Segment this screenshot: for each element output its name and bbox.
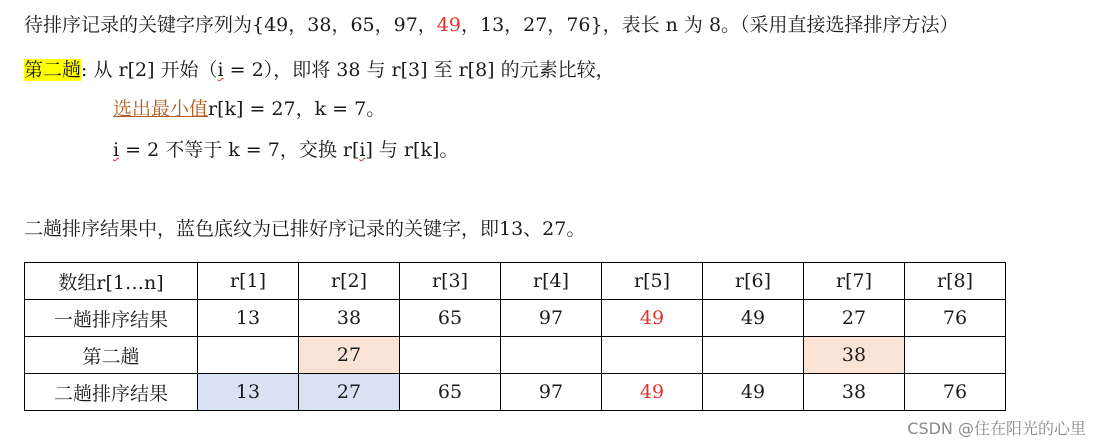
table-header-cell: r[4] — [501, 263, 602, 300]
pass-i-variable: i — [217, 59, 224, 81]
table-cell: 27 — [804, 300, 905, 337]
min-line — [113, 96, 385, 122]
table-cell-sorted: 27 — [299, 374, 400, 411]
table-header-cell: r[8] — [905, 263, 1006, 300]
table-cell: 76 — [905, 300, 1006, 337]
table-cell-sorted: 13 — [198, 374, 299, 411]
swap-text-a: = 2 不等于 k = 7，交换 r[ — [119, 139, 360, 161]
table-cell — [703, 337, 804, 374]
row-label: 二趟排序结果 — [25, 374, 198, 411]
table-cell-swapped: 27 — [299, 337, 400, 374]
table-cell — [198, 337, 299, 374]
intro-line — [24, 12, 959, 38]
table-row — [25, 374, 1006, 411]
table-cell — [905, 337, 1006, 374]
intro-text-post: ，13，27，76}，表长 n 为 8。（采用直接选择排序方法） — [460, 14, 959, 36]
min-value-link[interactable]: 选出最小值 — [113, 98, 209, 120]
table-cell: 97 — [501, 374, 602, 411]
intro-duplicate-49: 49 — [436, 14, 461, 36]
table-cell-duplicate: 49 — [602, 300, 703, 337]
csdn-watermark: CSDN @住在阳光的心里 — [907, 419, 1086, 438]
table-header-cell: r[3] — [400, 263, 501, 300]
table-header-row — [25, 263, 1006, 300]
pass-label: 第二趟 — [24, 59, 82, 81]
table-header-cell: r[7] — [804, 263, 905, 300]
intro-text-pre: 待排序记录的关键字序列为{49，38，65，97， — [24, 14, 437, 36]
swap-line — [113, 137, 458, 163]
table-cell — [602, 337, 703, 374]
pass-text2: = 2），即将 38 与 r[3] 至 r[8] 的元素比较， — [223, 59, 615, 81]
row-label: 一趟排序结果 — [25, 300, 198, 337]
table-cell-duplicate: 49 — [602, 374, 703, 411]
swap-text-b: ] 与 r[k]。 — [365, 139, 459, 161]
table-row — [25, 300, 1006, 337]
sort-table — [24, 262, 1006, 411]
table-cell — [400, 337, 501, 374]
table-header-cell: r[5] — [602, 263, 703, 300]
table-cell: 65 — [400, 300, 501, 337]
table-cell: 76 — [905, 374, 1006, 411]
pass-line — [24, 57, 615, 83]
table-cell — [501, 337, 602, 374]
table-header-cell: r[1] — [198, 263, 299, 300]
table-header-cell: r[2] — [299, 263, 400, 300]
summary-line: 二趟排序结果中，蓝色底纹为已排好序记录的关键字，即13、27。 — [24, 218, 586, 240]
table-header-cell: r[6] — [703, 263, 804, 300]
row-label: 第二趟 — [25, 337, 198, 374]
table-cell: 65 — [400, 374, 501, 411]
table-cell: 49 — [703, 374, 804, 411]
swap-i-index: i — [359, 139, 366, 161]
swap-i-variable: i — [113, 139, 120, 161]
table-cell: 97 — [501, 300, 602, 337]
table-row — [25, 337, 1006, 374]
table-cell: 38 — [804, 374, 905, 411]
pass-text1: : 从 r[2] 开始（ — [81, 59, 218, 81]
table-header-cell: 数组r[1…n] — [25, 263, 198, 300]
min-value-rest: r[k] = 27，k = 7。 — [208, 98, 386, 120]
table-cell: 13 — [198, 300, 299, 337]
table-cell: 38 — [299, 300, 400, 337]
table-cell-swapped: 38 — [804, 337, 905, 374]
table-cell: 49 — [703, 300, 804, 337]
